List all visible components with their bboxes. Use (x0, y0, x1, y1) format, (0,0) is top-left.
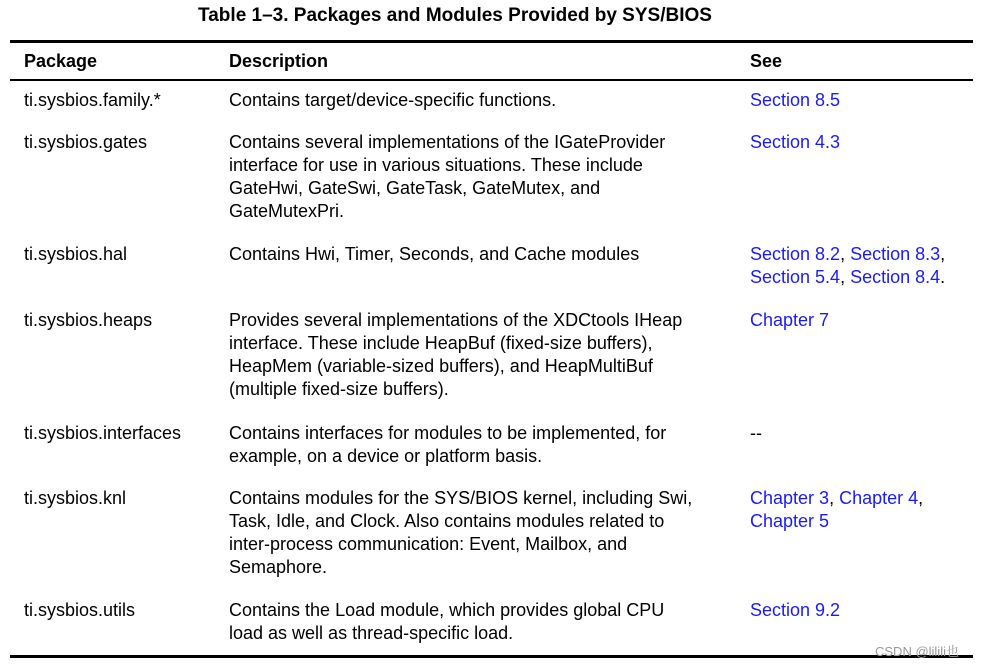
description-line: GateMutexPri. (229, 201, 345, 221)
cross-reference-link[interactable]: Section 8.2 (750, 244, 841, 264)
see-line (750, 510, 980, 533)
header-rule (10, 79, 973, 81)
see-cell (750, 422, 980, 445)
see-line (750, 487, 980, 510)
description-cell (229, 599, 729, 645)
see-cell (750, 89, 980, 112)
description-line: interface. These include HeapBuf (fixed-size buffers), (229, 333, 653, 353)
description-line: Contains interfaces for modules to be implemented, for (229, 423, 667, 443)
description-line: Contains the Load module, which provides global CPU (229, 600, 665, 620)
header-see: See (750, 51, 783, 71)
bottom-rule (10, 655, 973, 658)
description-cell (229, 131, 729, 223)
description-line: HeapMem (variable-sized buffers), and HeapMultiBuf (229, 356, 653, 376)
description-line: Contains target/device-specific functions. (229, 90, 557, 110)
see-line (750, 243, 980, 266)
description-cell (229, 243, 729, 266)
description-cell (229, 89, 729, 112)
see-text: . (940, 267, 946, 287)
package-cell: ti.sysbios.hal (24, 244, 128, 264)
see-cell (750, 243, 980, 289)
cross-reference-link[interactable]: Chapter 4 (839, 488, 919, 508)
description-line: Provides several implementations of the XDCtools IHeap (229, 310, 683, 330)
description-line: Task, Idle, and Clock. Also contains modules related to (229, 511, 665, 531)
package-cell: ti.sysbios.gates (24, 132, 148, 152)
see-text: -- (750, 423, 762, 443)
header-description: Description (229, 51, 329, 71)
see-cell (750, 599, 980, 622)
package-cell: ti.sysbios.knl (24, 488, 127, 508)
cross-reference-link[interactable]: Section 4.3 (750, 132, 841, 152)
description-line: interface for use in various situations. These include (229, 155, 643, 175)
description-line: Contains several implementations of the IGateProvider (229, 132, 666, 152)
header-package: Package (24, 51, 98, 71)
description-line: Semaphore. (229, 557, 328, 577)
see-text: , (829, 488, 840, 508)
cross-reference-link[interactable]: Chapter 3 (750, 488, 830, 508)
see-line (750, 599, 980, 622)
description-line: load as well as thread-specific load. (229, 623, 514, 643)
cross-reference-link[interactable]: Section 9.2 (750, 600, 841, 620)
description-line: GateHwi, GateSwi, GateTask, GateMutex, and (229, 178, 601, 198)
see-text: , (840, 267, 851, 287)
watermark: CSDN @lilili也 (875, 644, 959, 659)
description-line: example, on a device or platform basis. (229, 446, 543, 466)
see-text: , (840, 244, 851, 264)
see-text: , (940, 244, 946, 264)
package-cell: ti.sysbios.family.* (24, 90, 161, 110)
package-cell: ti.sysbios.utils (24, 600, 136, 620)
top-rule (10, 40, 973, 43)
description-cell (229, 487, 729, 579)
see-line (750, 309, 980, 332)
description-cell (229, 309, 729, 401)
see-cell (750, 487, 980, 533)
cross-reference-link[interactable]: Chapter 7 (750, 310, 830, 330)
cross-reference-link[interactable]: Section 8.5 (750, 90, 841, 110)
description-line: Contains modules for the SYS/BIOS kernel, including Swi, (229, 488, 693, 508)
cross-reference-link[interactable]: Chapter 5 (750, 511, 830, 531)
description-line: inter-process communication: Event, Mailbox, and (229, 534, 628, 554)
description-cell (229, 422, 729, 468)
see-cell (750, 309, 980, 332)
see-line (750, 131, 980, 154)
cross-reference-link[interactable]: Section 8.3 (850, 244, 941, 264)
see-line (750, 266, 980, 289)
cross-reference-link[interactable]: Section 8.4 (850, 267, 941, 287)
package-cell: ti.sysbios.heaps (24, 310, 153, 330)
description-line: (multiple fixed-size buffers). (229, 379, 449, 399)
package-cell: ti.sysbios.interfaces (24, 423, 182, 443)
see-line (750, 422, 980, 445)
see-cell (750, 131, 980, 154)
see-line (750, 89, 980, 112)
see-text: , (918, 488, 924, 508)
description-line: Contains Hwi, Timer, Seconds, and Cache modules (229, 244, 640, 264)
cross-reference-link[interactable]: Section 5.4 (750, 267, 841, 287)
table-title: Table 1–3. Packages and Modules Provided by SYS/BIOS (198, 5, 712, 26)
